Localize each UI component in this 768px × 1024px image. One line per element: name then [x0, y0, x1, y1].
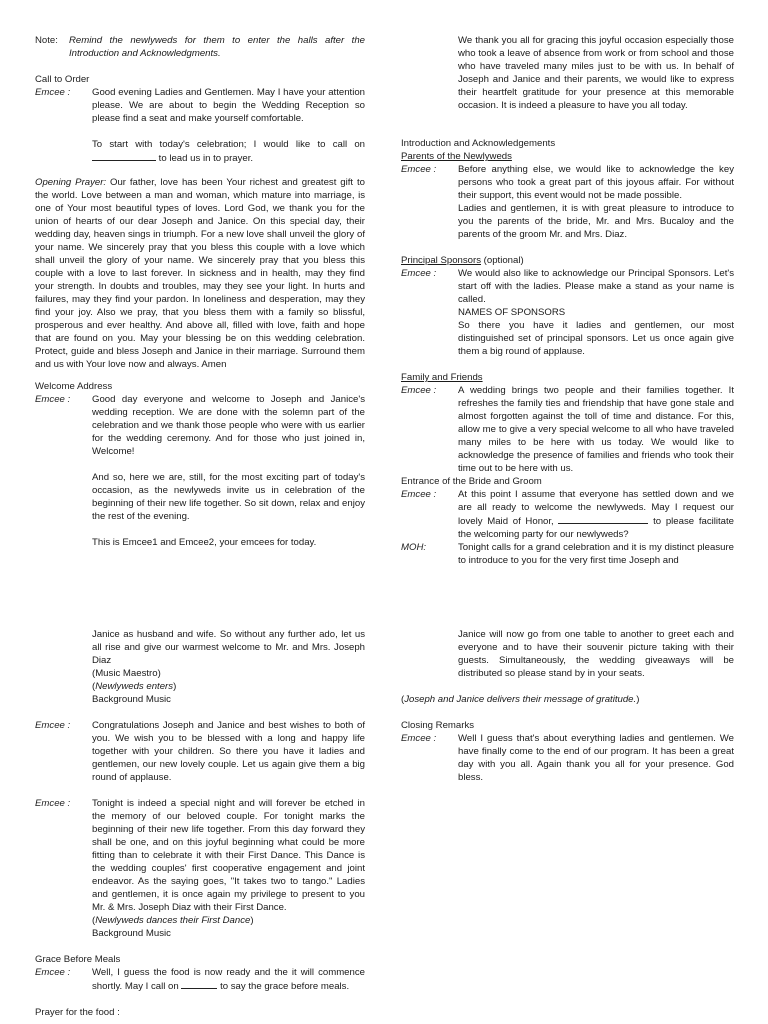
speaker-label: Emcee :: [35, 394, 71, 405]
call-to-order-heading: Call to Order: [35, 74, 90, 85]
cue-background-music: Background Music: [92, 694, 171, 705]
sponsors-optional-note: (optional): [483, 255, 524, 266]
grace-heading: Grace Before Meals: [35, 954, 121, 965]
family-subheading: Family and Friends: [401, 372, 483, 383]
entrance-continuation: Janice as husband and wife. So without any further ado, let us all rise and give our warmest welcome to Mr. and Mrs. Joseph Diaz: [92, 629, 365, 666]
entrance-heading: Entrance of the Bride and Groom: [401, 476, 542, 487]
blank-line: [558, 514, 648, 524]
note-block: [35, 34, 365, 60]
speaker-label: Emcee :: [35, 798, 71, 809]
parents-paragraph-2: Ladies and gentlemen, it is with great pleasure to introduce to you the parents of the bride, Mr. and Mrs. Bucaloy and the parents of the groom Mr. and Mrs. Diaz.: [458, 203, 734, 240]
speaker-label: Emcee :: [401, 489, 437, 500]
moh-continuation: Janice will now go from one table to another to greet each and everyone and to have their souvenir picture taking with their guests. Simultaneously, the wedding giveaways will be distributed so please stand by in your seats.: [458, 629, 734, 679]
congrats-paragraph: Congratulations Joseph and Janice and best wishes to both of you. We wish you to be blessed with a long and happy life together with your children. So there you have it ladies and gentlemen, our new lovely couple. Let us again give them a big round of applause.: [92, 720, 365, 783]
speaker-label: Emcee :: [35, 87, 71, 98]
blank-line: [92, 151, 156, 161]
intro-ack-section: [401, 137, 734, 567]
first-dance-paragraph: Tonight is indeed a special night and will forever be etched in the memory of our beloved couple. For tonight marks the beginning of their new life together. From this day forward they shall be one, and on this joyful beginning what could be more fitting than to celebrate it with their First Dance. This Dance is the wedding couples' first cooperative engagement and joint endeavor. As the saying goes, "It takes two to tango." Ladies and gentlemen, it is once again my privilege to present to you Mr. & Mrs. Joseph Diaz with their First Dance.: [92, 798, 365, 913]
opening-prayer-text: Our father, love has been Your richest and greatest gift to the world. Love between a man and woman, which mature into marriage, is one of Your most beautiful types of loves. Lord God, we thank you for the union of hearts of our dear Joseph and Janice. On this special day, their wedding day, heaven sings in triumph. For a new love shall unveil the glory of your name. We sincerely pray that you bless this couple with a love which shall unveil the glory of your name. We sincerely pray that you bless this couple with a love to last forever. In sickness and in health, may they find your strength. In doubts and troubles, may they see your light. In hurts and failures, may they find your pardon. In loneliness and desperation, may they find your joy. Also we pray, that you bless them with a family so blissful, prosperous and ever healthy. And above all, filled with love, faith and hope that are found on you. May your blessing be on this wedding celebration. Protect, guide and bless Joseph and Janice in their marriage. Surround them and us with Your love now and always. Amen: [35, 177, 365, 370]
speaker-label: Emcee :: [401, 164, 437, 175]
opening-prayer-label: Opening Prayer:: [35, 177, 107, 188]
call-to-order-prayer-call: To start with today's celebration; I would like to call on to lead us in to prayer.: [92, 139, 365, 164]
call-to-order-paragraph: Good evening Ladies and Gentlemen. May I have your attention please. We are about to begin the Wedding Reception so please find a seat and make yourself comfortable.: [92, 87, 365, 124]
sponsors-subheading-row: [401, 254, 734, 267]
note-text: Remind the newlyweds for them to enter the halls after the Introduction and Acknowledgments.: [69, 35, 365, 59]
cue-music-maestro: (Music Maestro): [92, 668, 161, 679]
entrance-paragraph: At this point I assume that everyone has settled down and we are all ready to welcome the newlyweds. May I request our lovely Maid of Honor, to please facilitate the welcoming party for our newlyweds?: [458, 489, 735, 540]
welcome-paragraph-3: This is Emcee1 and Emcee2, your emcees for today.: [92, 537, 317, 548]
closing-heading: Closing Remarks: [401, 720, 475, 731]
gratitude-cue: (Joseph and Janice delivers their message of gratitude.): [401, 694, 640, 705]
prayer-for-food-heading: Prayer for the food :: [35, 1007, 120, 1018]
closing-paragraph: Well I guess that's about everything ladies and gentlemen. We have finally come to the end of our program. It has been a great day with you all. Again thank you all for your presence. God bless.: [458, 733, 734, 783]
speaker-label: Emcee :: [401, 268, 437, 279]
cue-background-music: Background Music: [92, 928, 171, 939]
grace-paragraph: Well, I guess the food is now ready and the it will commence shortly. May I call on to say the grace before meals.: [92, 967, 365, 992]
speaker-label: Emcee :: [35, 720, 71, 731]
welcome-paragraph-1: Good day everyone and welcome to Joseph and Janice's wedding reception. We are done with the solemn part of the celebration and we thank those people who were with us earlier for the wedding ceremony. And for those who just joined in, Welcome!: [92, 394, 365, 457]
cue-newlyweds-enter: (Newlyweds enters): [92, 681, 177, 692]
blank-line: [181, 979, 217, 989]
page2-left-section: [35, 628, 365, 1019]
call-to-order-section: [35, 73, 365, 165]
parents-paragraph-1: Before anything else, we would like to acknowledge the key persons who took a great part of this joyous affair. For without their support, this event would not be made possible.: [458, 164, 734, 201]
sponsors-subheading: Principal Sponsors: [401, 255, 481, 266]
welcome-address-heading: Welcome Address: [35, 381, 113, 392]
welcome-address-section: [35, 380, 365, 549]
speaker-label: Emcee :: [401, 385, 437, 396]
sponsors-names-placeholder: NAMES OF SPONSORS: [458, 307, 566, 318]
gratitude-intro-block: [458, 34, 734, 112]
moh-label: MOH:: [401, 542, 427, 553]
sponsors-paragraph-3: So there you have it ladies and gentlemen, our most distinguished set of principal sponsors. Let us once again give them a big round of applause.: [458, 320, 734, 357]
sponsors-paragraph-1: We would also like to acknowledge our Principal Sponsors. Let's start off with the ladies. Please make a stand as your name is called.: [458, 268, 734, 305]
welcome-paragraph-2: And so, here we are, still, for the most exciting part of today's occasion, as the newlyweds invite us in celebration of the beginning of their new life together. So sit down, relax and enjoy the rest of the evening.: [92, 472, 365, 522]
moh-paragraph: Tonight calls for a grand celebration and it is my distinct pleasure to introduce to you for the very first time Joseph and: [458, 542, 734, 566]
speaker-label: Emcee :: [35, 967, 71, 978]
intro-ack-heading: Introduction and Acknowledgements: [401, 138, 556, 149]
opening-prayer-section: [35, 176, 365, 371]
family-paragraph: A wedding brings two people and their families together. It refreshes the family ties and friendship that have gone stale and almost forgotten against the toll of time and distance. For this, allow me to give a very special welcome to all who have traveled many miles to be here with us today. We would like to acknowledge the presence of families and friends who took their time out to be here with us.: [458, 385, 734, 474]
note-label: Note:: [35, 35, 58, 46]
cue-first-dance: (Newlyweds dances their First Dance): [92, 915, 254, 926]
parents-subheading: Parents of the Newlyweds: [401, 151, 512, 162]
gratitude-intro-text: We thank you all for gracing this joyful occasion especially those who took a leave of absence from work or from school and those who have traveled many miles just to be with us. In behalf of Joseph and Janice and their parents, we would like to express their heartfelt gratitude for your presence at this memorable occasion. It is indeed a pleasure to have you all today.: [458, 35, 734, 111]
page2-right-section: [401, 628, 734, 784]
speaker-label: Emcee :: [401, 733, 437, 744]
